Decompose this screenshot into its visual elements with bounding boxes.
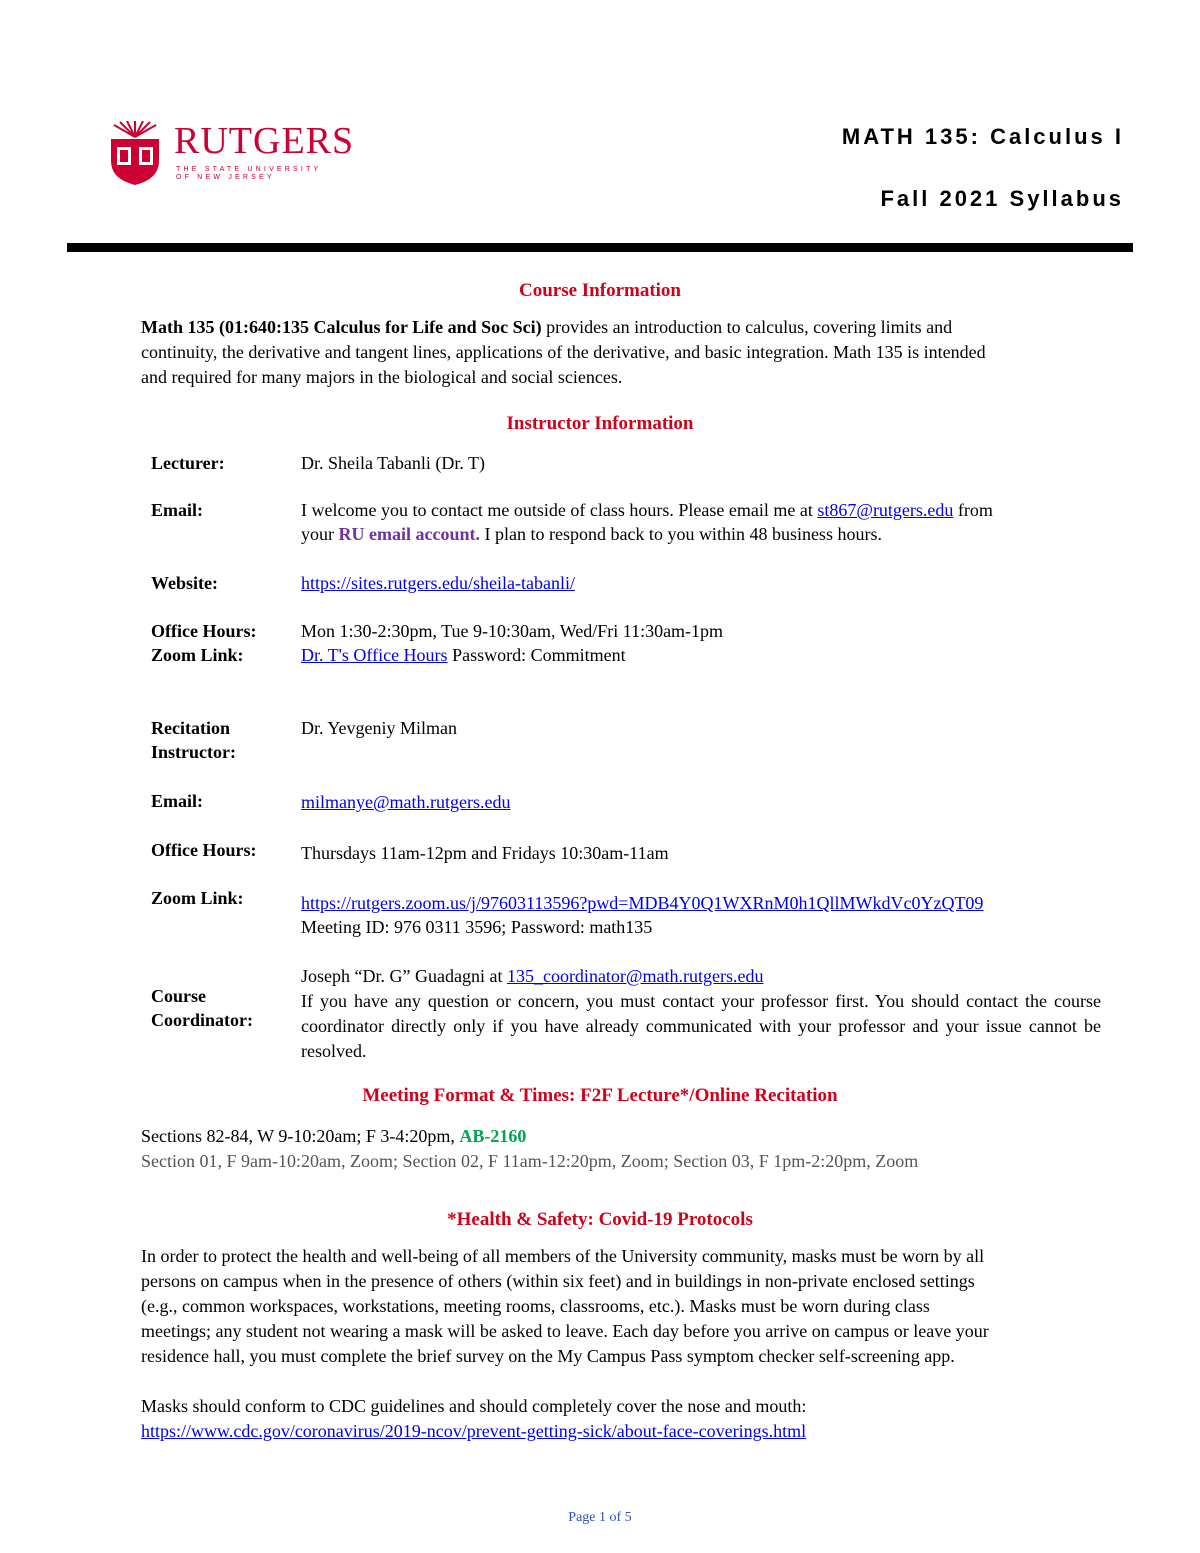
zoom-value: Dr. T's Office Hours Password: Commitment <box>301 645 626 665</box>
website-link[interactable]: https://sites.rutgers.edu/sheila-tabanli/ <box>301 573 575 593</box>
recitation-email-label: Email: <box>151 791 203 811</box>
meeting-times: Sections 82-84, W 9-10:20am; F 3-4:20pm, AB-2160 Section 01, F 9am-10:20am, Zoom; Section 02, F 11am-12:20pm, Zoom; Section 03, F 1pm-2:20pm, Zoom <box>141 1124 1141 1174</box>
lecturer-name: Dr. Sheila Tabanli (Dr. T) <box>301 453 486 473</box>
office-hours-label: Office Hours: <box>151 621 257 641</box>
course-description: Math 135 (01:640:135 Calculus for Life and Soc Sci) provides an introduction to calculus, covering limits and continuity, the derivative and tangent lines, applications of the derivative, and basic integration. Math 135 is intended and required for many majors in the biological and social sciences. <box>141 317 986 387</box>
recitation-label: Recitation Instructor: <box>151 718 236 762</box>
recitation-zoom-value: https://rutgers.zoom.us/j/97603113596?pwd=MDB4Y0Q1WXRnM0h1QllMWkdVc0YzQT09 Meeting ID: 976 0311 3596; Password: math135 <box>301 893 984 937</box>
email-label: Email: <box>151 500 203 520</box>
rutgers-logo <box>108 121 368 187</box>
recitation-sections: Section 01, F 9am-10:20am, Zoom; Section 02, F 11am-12:20pm, Zoom; Section 03, F 1pm-2:20pm, Zoom <box>141 1151 919 1171</box>
recitation-instructor-name: Dr. Yevgeniy Milman <box>301 718 458 738</box>
coordinator-label: Course Coordinator: <box>151 986 253 1030</box>
office-hours-value: Mon 1:30-2:30pm, Tue 9-10:30am, Wed/Fri 11:30am-1pm <box>301 621 724 641</box>
office-hours-zoom-link[interactable]: Dr. T's Office Hours <box>301 645 448 665</box>
health-safety-heading: *Health & Safety: Covid-19 Protocols <box>447 1209 753 1230</box>
health-safety-text: In order to protect the health and well-being of all members of the University community, masks must be worn by all persons on campus when in the presence of others (within six feet) and in buildings in non-private enclosed settings (e.g., common workspaces, workstations, meeting rooms, classrooms, etc.). Masks must be worn during class meetings; any student not wearing a mask will be asked to leave. Each day before you arrive on campus or leave your residence hall, you must complete the brief survey on the My Campus Pass symptom checker self-screening app. Masks should conform to CDC guidelines and should completely cover the nose and mouth: https://www.cdc.gov/coronavirus/2019-ncov/prevent-getting-sick/about-face-coverings.html <box>141 1246 989 1441</box>
instructor-info-heading: Instructor Information <box>506 413 694 434</box>
coordinator-email-link[interactable]: 135_coordinator@math.rutgers.edu <box>506 966 764 986</box>
zoom-label: Zoom Link: <box>151 645 244 665</box>
rutgers-shield-icon <box>108 121 162 187</box>
recitation-zoom-label: Zoom Link: <box>151 888 244 908</box>
logo-tagline: THE STATE UNIVERSITY OF NEW JERSEY <box>176 166 322 181</box>
recitation-office-label: Office Hours: <box>151 840 257 860</box>
recitation-email-link[interactable]: milmanye@math.rutgers.edu <box>301 792 511 812</box>
meeting-format-heading: Meeting Format & Times: F2F Lecture*/Online Recitation <box>362 1085 838 1106</box>
lecturer-email-link[interactable]: st867@rutgers.edu <box>817 500 954 520</box>
page-number: Page 1 of 5 <box>568 1510 632 1525</box>
website-label: Website: <box>151 573 218 593</box>
recitation-zoom-link[interactable]: https://rutgers.zoom.us/j/97603113596?pwd=MDB4Y0Q1WXRnM0h1QllMWkdVc0YzQT09 <box>301 893 984 913</box>
coordinator-value: Joseph “Dr. G” Guadagni at 135_coordinator@math.rutgers.edu If you have any question or concern, you must contact your professor first. You should contact the course coordinator directly only if you have already communicated with your professor and your issue cannot be resolved. <box>301 966 1101 1061</box>
email-text: I welcome you to contact me outside of class hours. Please email me at st867@rutgers.edu from your RU email account. I plan to respond back to you within 48 business hours. <box>301 500 993 544</box>
logo-wordmark: RUTGERS <box>174 120 355 162</box>
lecture-room: AB-2160 <box>459 1126 527 1146</box>
cdc-guidelines-link[interactable]: https://www.cdc.gov/coronavirus/2019-ncov/prevent-getting-sick/about-face-coverings.html <box>141 1421 807 1441</box>
recitation-office-value: Thursdays 11am-12pm and Fridays 10:30am-11am <box>301 843 669 863</box>
course-title: MATH 135: Calculus I <box>841 124 1124 149</box>
syllabus-term: Fall 2021 Syllabus <box>880 186 1124 211</box>
course-info-heading: Course Information <box>518 280 682 301</box>
lecturer-label: Lecturer: <box>151 453 225 473</box>
header-divider <box>67 243 1133 252</box>
